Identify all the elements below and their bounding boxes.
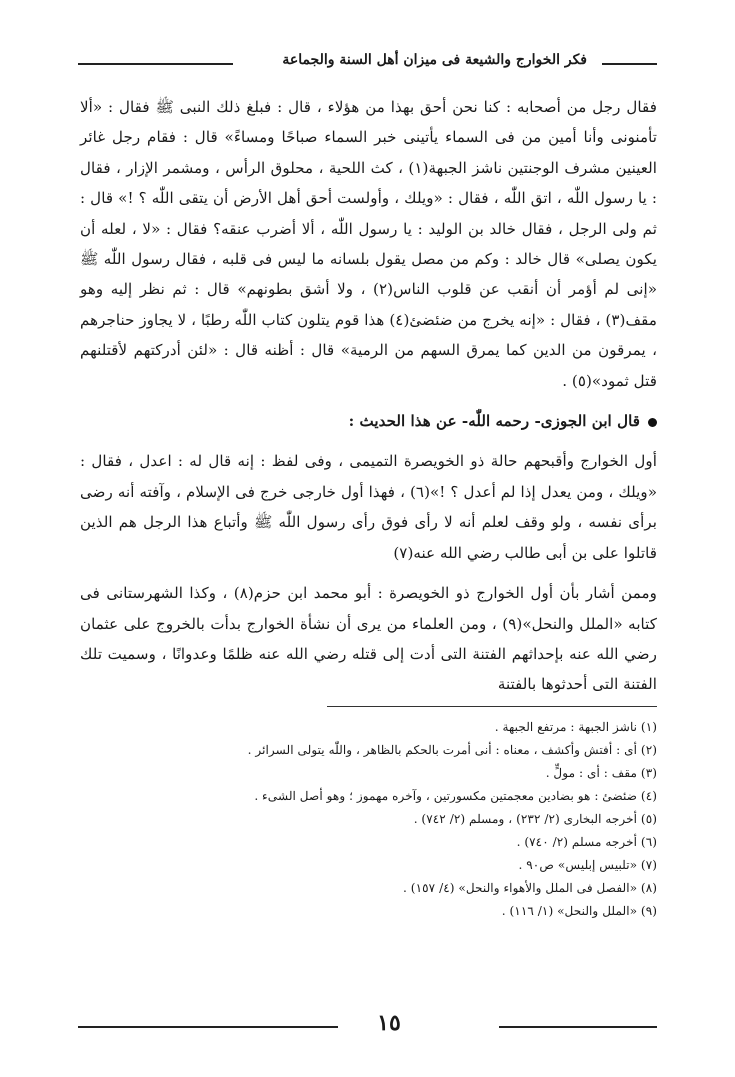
paragraph-origins: وممن أشار بأن أول الخوارج ذو الخويصرة : أبو محمد ابن حزم(٨) ، وكذا الشهرستانى فى كتابه «الملل والنحل»(٩) ، ومن العلماء من يرى أن نشأة الخوارج بدأت بالخروج على عثمان رضي الله عنه بإحداثهم الفتنة التى أدت إلى قتله رضي الله عنه ظلمًا وعدوانًا ، وسميت تلك الفتنة التى أحدثوها بالفتنة — [80, 584, 657, 694]
footer-rule-right — [499, 1026, 657, 1028]
main-text — [80, 92, 657, 700]
section-heading — [80, 406, 657, 436]
footer-rule-left — [78, 1026, 338, 1028]
footnote-separator — [327, 706, 657, 707]
footnote-5: (٥) أخرجه البخارى (٢/ ٢٣٢) ، ومسلم (٢/ ٧٤٢) . — [413, 812, 657, 826]
footnote-6: (٦) أخرجه مسلم (٢/ ٧٤٠) . — [516, 835, 657, 849]
footnote-4: (٤) ضئضئ : هو بضادين معجمتين مكسورتين ، وآخره مهموز ؛ وهو أصل الشىء . — [254, 789, 657, 803]
header-rule-left — [78, 63, 233, 65]
footnote-3: (٣) مقف : أى : مولٍّ . — [545, 766, 657, 780]
footnote-9: (٩) «الملل والنحل» (١/ ١١٦) . — [501, 904, 657, 918]
paragraph-ibn-aljawzi: أول الخوارج وأقبحهم حالة ذو الخويصرة التميمى ، وفى لفظ : إنه قال له : اعدل ، فقال : «ويلك ، ومن يعدل إذا لم أعدل ؟ !»(٦) ، فهذا أول خارجى خرج فى الإسلام ، وآفته أنه رضى برأى نفسه ، ولو وقف لعلم أنه لا رأى فوق رأى رسول اللّٰه ﷺ وأتباع هذا الرجل هم الذين قاتلوا على بن أبى طالب رضي الله عنه(٧) — [80, 452, 657, 562]
bullet-icon — [648, 418, 657, 427]
header-rule-right — [602, 63, 657, 65]
page-footer — [78, 1010, 657, 1038]
footnote-1: (١) ناشز الجبهة : مرتفع الجبهة . — [494, 720, 657, 734]
footnotes — [80, 716, 657, 923]
section-heading-text: قال ابن الجوزى- رحمه اللّٰه- عن هذا الحديث : — [348, 412, 640, 431]
paragraph-hadith: فقال رجل من أصحابه : كنا نحن أحق بهذا من هؤلاء ، قال : فبلغ ذلك النبى ﷺ فقال : «ألا تأمنونى وأنا أمين من فى السماء يأتينى خبر السماء صباحًا ومساءً» قال : فقام رجل غائر العينين مشرف الوجنتين ناشز الجبهة(١) ، كث اللحية ، محلوق الرأس ، ومشمر الإزار ، فقال : يا رسول اللّٰه ، اتق اللّٰه ، فقال : «ويلك ، وأولست أحق أهل الأرض أن يتقى اللّٰه ؟ !» قال : ثم ولى الرجل ، فقال خالد بن الوليد : يا رسول اللّٰه ، ألا أضرب عنقه؟ فقال : «لا ، لعله أن يكون يصلى» قال خالد : وكم من مصل يقول بلسانه ما ليس فى قلبه ، فقال رسول اللّٰه ﷺ «إنى لم أؤمر أن أنقب عن قلوب الناس(٢) ، ولا أشق بطونهم» قال : ثم نظر إليه وهو مقف(٣) ، فقال : «إنه يخرج من ضئضئ(٤) هذا قوم يتلون كتاب اللّٰه رطبًا ، لا يجاوز حناجرهم ، يمرقون من الدين كما يمرق السهم من الرمية» قال : أظنه قال : «لئن أدركتهم لأقتلنهم قتل ثمود»(٥) . — [80, 98, 657, 390]
footnote-7: (٧) «تلبيس إبليس» ص٩٠ . — [518, 858, 657, 872]
footnote-2: (٢) أى : أفتش وأكشف ، معناه : أنى أمرت بالحكم بالظاهر ، واللّٰه يتولى السرائر . — [247, 743, 657, 757]
header-title: فكر الخوارج والشيعة فى ميزان أهل السنة والجماعة — [282, 52, 587, 68]
page-number: ١٥ — [377, 1010, 401, 1036]
running-header — [78, 50, 657, 76]
footnote-8: (٨) «الفصل فى الملل والأهواء والنحل» (٤/ ١٥٧) . — [403, 881, 657, 895]
